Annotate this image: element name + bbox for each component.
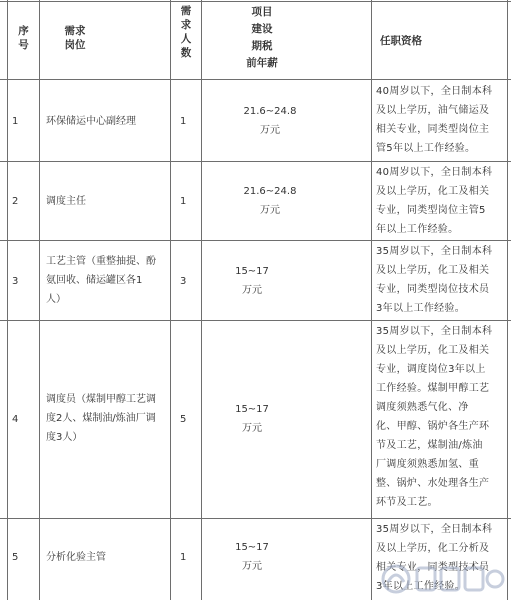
- headcount: 1: [180, 552, 187, 563]
- salary: 15~17 万元: [235, 542, 269, 572]
- headcount: 5: [180, 414, 187, 425]
- headcount: 1: [180, 196, 187, 207]
- header-count: 需 求 人 数: [180, 5, 192, 59]
- requirements: 35周岁以下，全日制本科 及以上学历，化工分析及 相关专业，同类型技术员 3年以上工作经验。: [376, 524, 493, 592]
- column-divider: [39, 0, 40, 600]
- row-divider: [0, 518, 511, 519]
- position-name: 调度员（煤制甲醇工艺调 度2人、煤制油/炼油厂调 度3人）: [46, 394, 156, 443]
- row-divider: [0, 79, 511, 80]
- row-number: 3: [12, 276, 19, 287]
- headcount: 3: [180, 276, 187, 287]
- row-number: 5: [12, 552, 19, 563]
- row-number: 4: [12, 414, 19, 425]
- table-border-top: [0, 1, 511, 2]
- requirements: 35周岁以下，全日制本科 及以上学历，化工及相关 专业，调度岗位3年以上 工作经验。煤制甲醇工艺 调度须熟悉气化、净 化、甲醇、锅炉各生产环 节及工艺，煤制油/炼油 厂调度须熟悉加氢、重 整、锅炉、水处理各生产 环节及工艺。: [376, 326, 493, 508]
- row-divider: [0, 240, 511, 241]
- salary: 21.6~24.8 万元: [243, 106, 297, 136]
- column-divider: [507, 0, 508, 600]
- header-no: 序 号: [18, 25, 29, 51]
- column-divider: [201, 0, 202, 600]
- column-divider: [170, 0, 171, 600]
- salary: 15~17 万元: [235, 404, 269, 434]
- position-name: 分析化验主管: [46, 552, 106, 563]
- position-name: 调度主任: [46, 196, 86, 207]
- row-divider: [0, 320, 511, 321]
- salary: 15~17 万元: [235, 266, 269, 296]
- header-position: 需求 岗位: [64, 25, 86, 51]
- requirements: 40周岁以下，全日制本科 及以上学历，油气储运及 相关专业，同类型岗位主 管5年以上工作经验。: [376, 86, 493, 154]
- requirements: 40周岁以下，全日制本科 及以上学历，化工及相关 专业，同类型岗位主管5 年以上工作经验。: [376, 167, 493, 235]
- headcount: 1: [180, 116, 187, 127]
- row-number: 1: [12, 116, 19, 127]
- requirements: 35周岁以下，全日制本科 及以上学历，化工及相关 专业，同类型岗位技术员 3年以上工作经验。: [376, 246, 493, 314]
- salary: 21.6~24.8 万元: [243, 186, 297, 216]
- column-divider: [371, 0, 372, 600]
- watermark-logo-icon: [379, 562, 507, 596]
- row-number: 2: [12, 196, 19, 207]
- header-salary: 项目 建设 期税 前年薪: [246, 6, 278, 69]
- header-requirements: 任职资格: [380, 35, 422, 47]
- column-divider: [7, 0, 8, 600]
- row-divider: [0, 161, 511, 162]
- position-name: 环保储运中心副经理: [46, 116, 136, 127]
- position-name: 工艺主管（重整抽提、酚 氨回收、储运罐区各1 人）: [46, 256, 156, 305]
